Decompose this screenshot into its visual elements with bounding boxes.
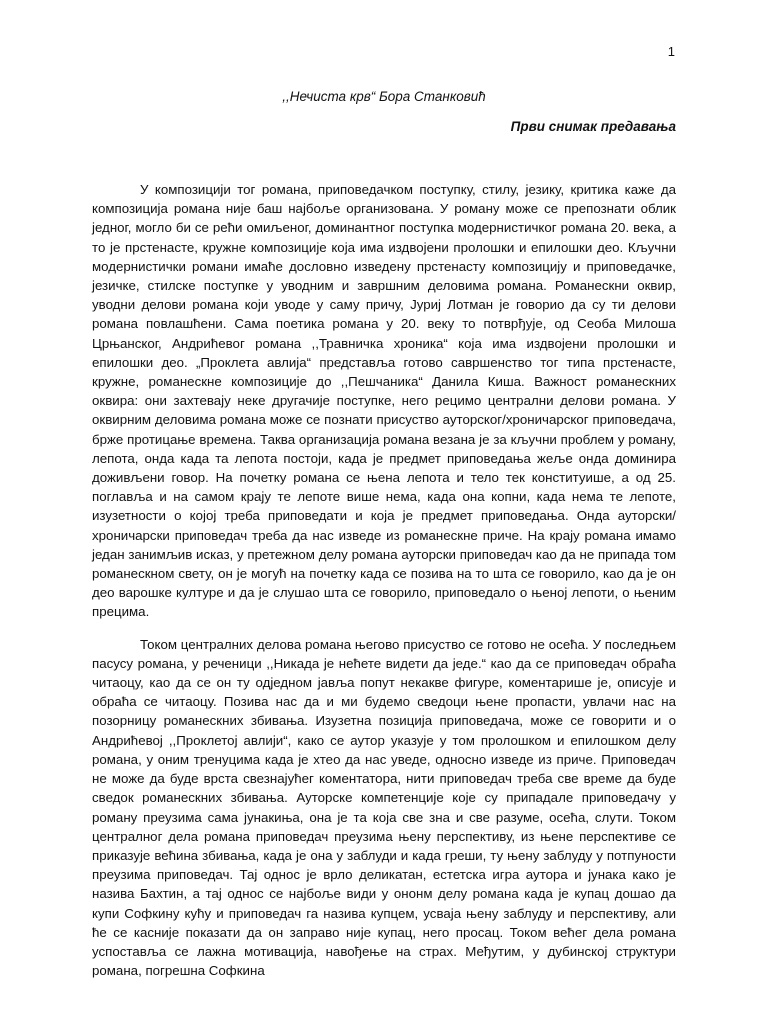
paragraph-2: Током централних делова романа његово присуство се готово не осећа. У последњем пасусу романа, у реченици ,,Никада је нећете видети да једе.“ као да се приповедач обраћа читаоцу, као да се он ту одједном јавља попут некакве фигуре, коментарише је, описује и обраћа се читаоцу. Позива нас да и ми будемо сведоци њене пропасти, увлачи нас на позорницу романескних збивања. Изузетна позиција приповедача, може се говорити и о Андрићевој ,,Проклетој авлији“, како се аутор указује у том пролошком и епилошком делу романа, у оним тренуцима када је хтео да нас уведе, односно изведе из приче. Приповедач не може да буде врста свезнајућег коментатора, нити приповедач треба све време да буде сведок романескних збивања. Ауторске компетенције које су припадале приповедачу у роману преузима сама јунакиња, она је та која све зна и све разуме, осећа, слути. Током централног дела романа приповедач преузима њену перспективу, из њене перспективе се приказује већина збивања, када је она у заблуди и када греши, ту њену заблуду у потпуности преузима приповедач. Тај однос је врло деликатан, естетска игра аутора и јунака како је назива Бахтин, а тај однос се најбоље види у ононм делу романа када је купац дошао да купи Софкину кућу и приповедач га назива купцем, усваја њену заблуду и перспективу, али ће се касније показати да он заправо није купац, него просац. Током већег дела романа успоставља се лажна мотивација, навођење на страх. Међутим, у дубинској структури романа, погрешна Софкина	[92, 636, 676, 979]
body-text	[92, 180, 676, 993]
page-number: 1	[667, 44, 675, 59]
document-title: ,,Нечиста крв“ Бора Станковић	[282, 89, 486, 104]
paragraph-1: У композицији тог романа, приповедачком поступку, стилу, језику, критика каже да композиција романа није баш најбоље организована. У роману може се препознати облик једног, могло би се рећи омиљеног, доминантног поступка модернистичког романа 20. века, а то је прстенасте, кружне композиције која има издвојени пролошки и епилошки део. Кључни модернистички романи имаће дословно изведену прстенасту композицију и приповедачке, језичке, стилске поступке у уводним и завршним деловима романа. Романескни оквир, уводни делови романа који уводе у саму причу, Јуриј Лотман је говорио да су ти делови романа повлашћени. Сама поетика романа у 20. веку то потврђује, од Сеоба Милоша Црњанског, Андрићевог романа ,,Травничка хроника“ која има издвојени пролошки и епилошки део. „Проклета авлија“ представља готово савршенство тог типа прстенасте, кружне, романескне композиције до ,,Пешчаника“ Данила Киша. Важност романескних оквира: они захтевају неке другачије поступке, него рецимо централни делови романа. У оквирним деловима романа може се познати присуство ауторског/хроничарског приповедача, брже протицање времена. Таква организација романа везана је за кључни проблем у роману, лепота, онда када та лепота постоји, када је предмет приповедања жеље онда доминира доживљени говор. На почетку романа се њена лепота и тело тек конституише, а од 25. поглавља и на самом крају те лепоте више нема, када она копни, када нема те лепоте, изузетности о којој треба приповедати и која је предмет приповедања. Онда ауторски/хроничарски приповедач треба да нас изведе из романескне приче. На крају романа имамо један занимљив исказ, у претежном делу романа ауторски приповедач као да не припада том романескном свету, он је могућ на почетку када се позива на то шта се говорило, као да је он део варошке културе и да је слушао шта се говорило, приповедало о њеној лепоти, о њеним прецима.	[92, 182, 676, 620]
document-subtitle: Први снимак предавања	[510, 119, 676, 134]
